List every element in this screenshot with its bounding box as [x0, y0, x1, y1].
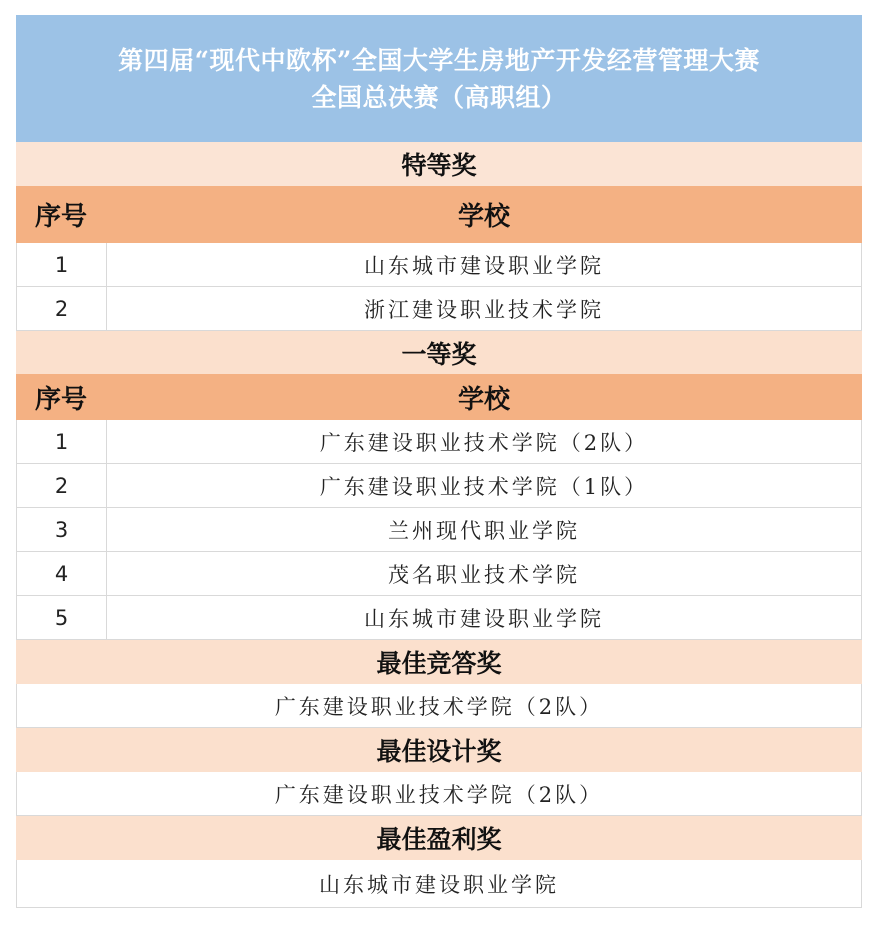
best-profit-winner: [16, 860, 862, 908]
row-school: 广东建设职业技术学院（2队）: [319, 430, 649, 455]
best-profit-label: 最佳盈利奖: [376, 825, 502, 854]
best-qa-winner: [16, 684, 862, 728]
row-index: 1: [17, 420, 107, 463]
table-row: [16, 464, 862, 508]
first-prize-heading: [16, 331, 862, 374]
table-row: [16, 243, 862, 287]
column-header-index: 序号: [34, 202, 87, 232]
column-header-school: 学校: [457, 384, 510, 415]
table-row: [16, 596, 862, 640]
title-line-2: 全国总决赛（高职组）: [311, 82, 567, 112]
row-school: 广东建设职业技术学院（1队）: [319, 474, 649, 499]
best-design-winner: [16, 772, 862, 816]
row-school: 山东城市建设职业学院: [364, 606, 604, 631]
best-design-label: 最佳设计奖: [376, 737, 502, 766]
results-table: [16, 15, 862, 908]
table-row: [16, 420, 862, 464]
best-qa-heading: [16, 640, 862, 684]
row-index: 3: [17, 508, 107, 551]
row-school: 兰州现代职业学院: [388, 518, 580, 543]
column-header-school: 学校: [457, 202, 510, 232]
column-header-index: 序号: [34, 384, 87, 415]
best-design-heading: [16, 728, 862, 772]
best-design-school: 广东建设职业技术学院（2队）: [274, 782, 604, 807]
table-title: [16, 15, 862, 142]
row-index: 4: [17, 552, 107, 595]
column-header-row: [16, 374, 862, 420]
table-row: [16, 508, 862, 552]
row-index: 2: [17, 287, 107, 330]
best-profit-school: 山东城市建设职业学院: [319, 872, 559, 897]
table-row: [16, 287, 862, 331]
row-school: 山东城市建设职业学院: [364, 253, 604, 278]
best-qa-school: 广东建设职业技术学院（2队）: [274, 694, 604, 719]
row-school: 浙江建设职业技术学院: [364, 297, 604, 322]
table-row: [16, 552, 862, 596]
special-prize-label: 特等奖: [401, 151, 477, 180]
special-prize-heading: [16, 142, 862, 186]
title-line-1: 第四届“现代中欧杯”全国大学生房地产开发经营管理大赛: [118, 45, 760, 75]
row-index: 5: [17, 596, 107, 639]
best-profit-heading: [16, 816, 862, 860]
best-qa-label: 最佳竞答奖: [376, 649, 502, 678]
row-index: 2: [17, 464, 107, 507]
column-header-row: [16, 186, 862, 243]
row-index: 1: [17, 243, 107, 286]
first-prize-label: 一等奖: [401, 339, 477, 369]
row-school: 茂名职业技术学院: [388, 562, 580, 587]
